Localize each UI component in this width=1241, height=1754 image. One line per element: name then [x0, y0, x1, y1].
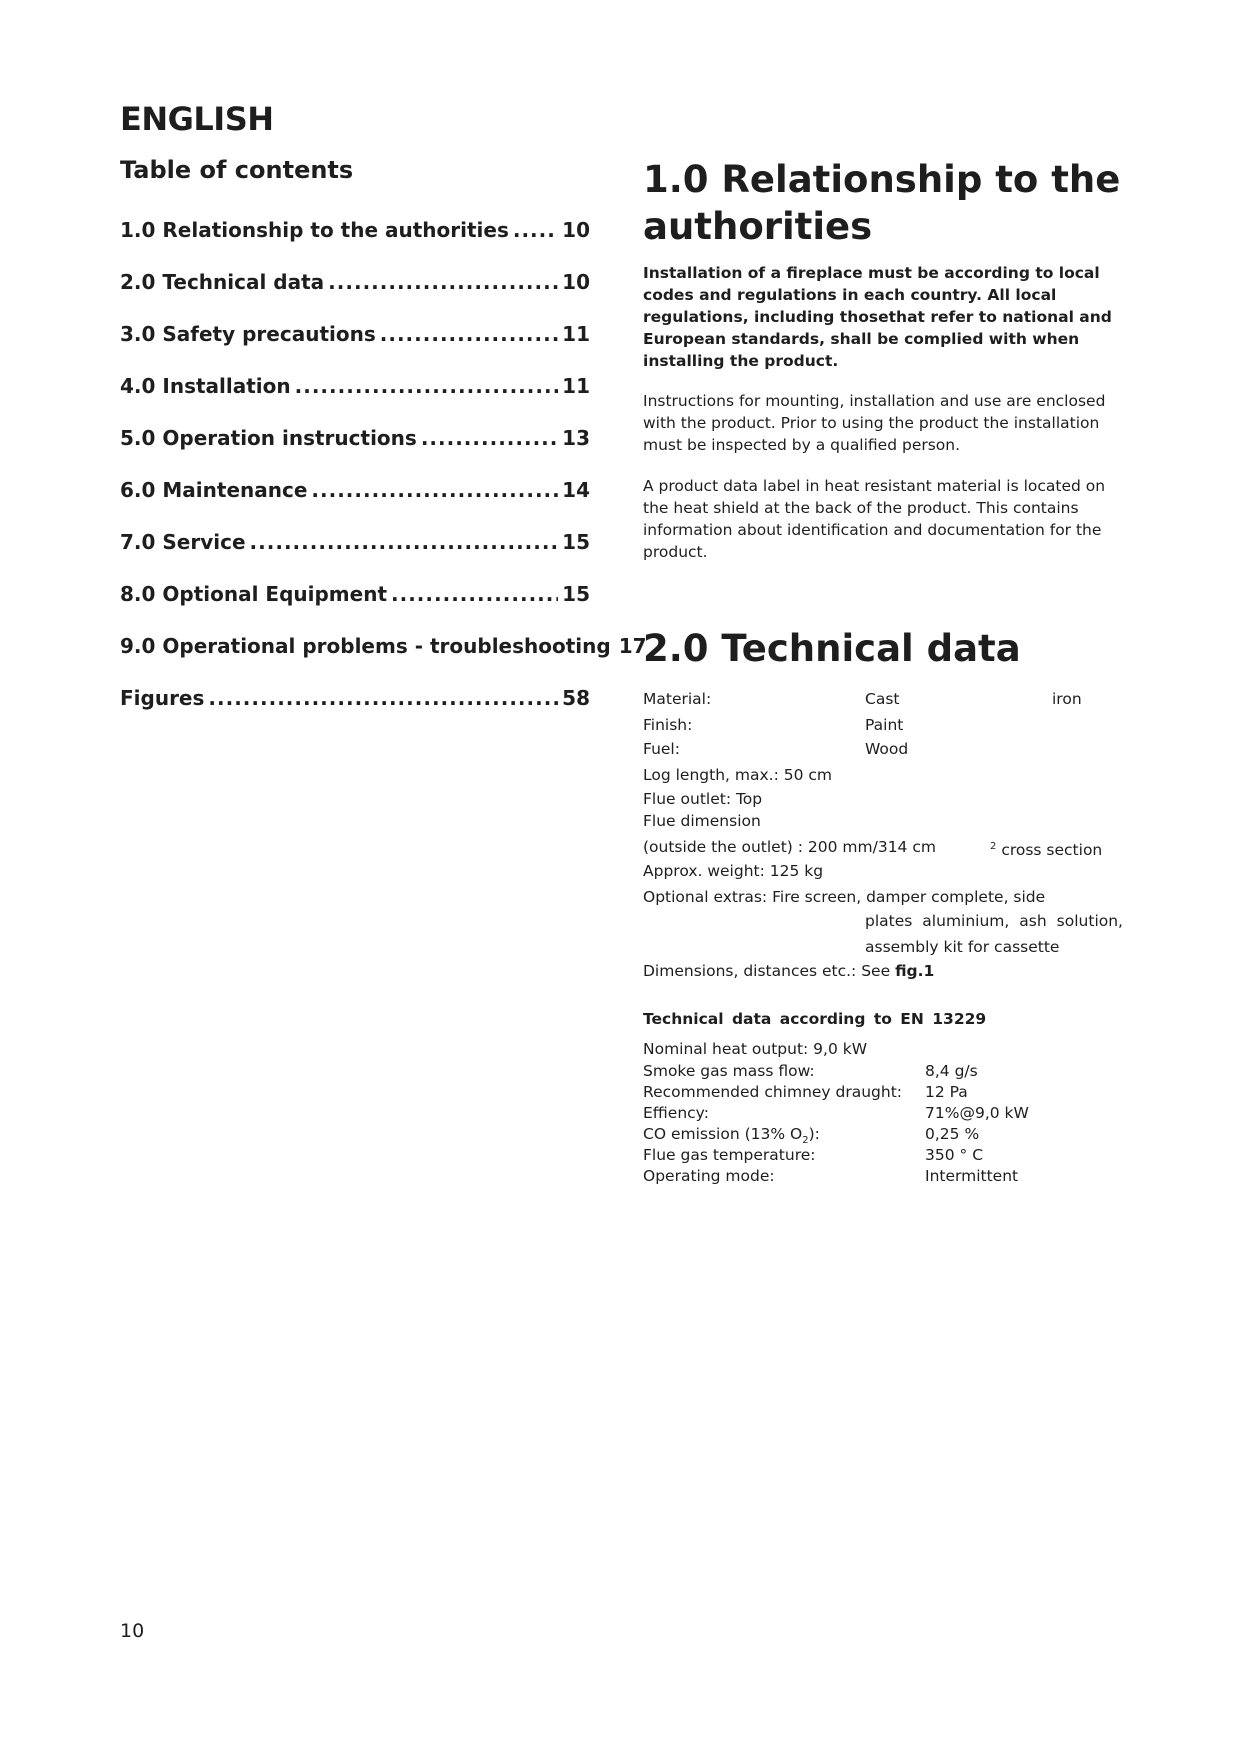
toc-entry-label: 7.0 Service: [120, 530, 246, 554]
section-1-paragraph: A product data label in heat resistant material is located on the heat shield at the back of the product. This contains information about identification and documentation for the product.: [643, 477, 1106, 561]
toc-leader-dots: [250, 530, 559, 554]
tech-row-value: 8,4 g/s: [925, 1062, 978, 1080]
toc-entry-page: 10: [562, 270, 590, 294]
toc-entry-page: 14: [562, 478, 590, 502]
toc-entry-label: 8.0 Optional Equipment: [120, 582, 388, 606]
section-2-title: 2.0 Technical data: [643, 627, 1021, 670]
language-heading: ENGLISH: [120, 100, 274, 138]
spec-value: iron: [1052, 690, 1082, 708]
spec-row-fuel: [643, 738, 680, 760]
spec-value: Cast: [865, 690, 900, 708]
toc-entry-label: Figures: [120, 686, 205, 710]
spec-cross-section: [990, 836, 1102, 861]
tech-row-label: Flue gas temperature:: [643, 1146, 816, 1164]
toc-entry-label: 5.0 Operation instructions: [120, 426, 417, 450]
toc-entry-label: 4.0 Installation: [120, 374, 291, 398]
tech-row-label: Operating mode:: [643, 1167, 775, 1185]
toc-entry[interactable]: [120, 426, 590, 478]
toc-entry[interactable]: [120, 270, 590, 322]
spec-row-material: [643, 688, 711, 710]
toc-entry[interactable]: [120, 530, 590, 582]
toc-entry[interactable]: [120, 634, 647, 686]
spec-row-dimensions: [643, 960, 934, 982]
spec-row-finish: [643, 714, 692, 736]
spec-row-optional-extras: [643, 886, 1045, 908]
subscript: 2: [802, 1135, 809, 1147]
spec-label: Dimensions, distances etc.: See: [643, 962, 891, 980]
toc-entry[interactable]: [120, 686, 590, 738]
toc-leader-dots: [295, 374, 559, 398]
spec-value: Fire screen, damper complete, side: [772, 888, 1046, 906]
toc-entry[interactable]: [120, 582, 590, 634]
figure-reference[interactable]: fig.1: [895, 962, 935, 980]
superscript: 2: [990, 841, 997, 852]
section-1-bold-paragraph: Installation of a fireplace must be according to local codes and regulations in each country. All local regulations, including thosethat refer to national and European standards, shall be complied with when installing the product.: [643, 264, 1112, 370]
spec-label: Finish:: [643, 716, 693, 734]
spec-row-flue-outlet: Flue outlet: Top: [643, 790, 763, 808]
toc-entry-label: 3.0 Safety precautions: [120, 322, 376, 346]
tech-row-label: Smoke gas mass flow:: [643, 1062, 815, 1080]
toc-leader-dots: [391, 582, 558, 606]
spec-value: Wood: [865, 740, 909, 758]
toc-entry-page: 15: [562, 582, 590, 606]
section-1-title: 1.0 Relationship to the authorities: [643, 158, 1121, 248]
toc-entry-page: 58: [562, 686, 590, 710]
toc-entry-label: 9.0 Operational problems - troubleshooting: [120, 634, 611, 658]
section-1-paragraph: Instructions for mounting, installation and use are enclosed with the product. Prior to using the product the installation must be inspected by a qualified person.: [643, 392, 1106, 454]
toc-entry-page: 17: [618, 634, 647, 658]
spec-label: Material:: [643, 690, 712, 708]
spec-label: Optional extras:: [643, 888, 768, 906]
page-number: 10: [120, 1620, 145, 1642]
spec-value: Paint: [865, 716, 904, 734]
toc-entry-label: 1.0 Relationship to the authorities: [120, 218, 509, 242]
tech-row-value: 12 Pa: [925, 1083, 968, 1101]
spec-row-flue-dimension: Flue dimension: [643, 812, 761, 830]
toc-leader-dots: [513, 218, 558, 242]
tech-row-value: Intermittent: [925, 1167, 1019, 1185]
tech-row-label-suffix: ):: [808, 1125, 820, 1143]
spec-row-log-length: Log length, max.: 50 cm: [643, 766, 832, 784]
technical-data-en-heading: Technical data according to EN 13229: [643, 1010, 987, 1028]
toc-leader-dots: [380, 322, 558, 346]
toc-leader-dots: [421, 426, 558, 450]
tech-row-label: Recommended chimney draught:: [643, 1083, 903, 1101]
toc-entry-label: 2.0 Technical data: [120, 270, 325, 294]
tech-row-value: 0,25 %: [925, 1125, 980, 1143]
toc-entry-page: 15: [562, 530, 590, 554]
toc-leader-dots: [328, 270, 558, 294]
toc-entry-label: 6.0 Maintenance: [120, 478, 308, 502]
toc-entry-page: 10: [562, 218, 590, 242]
tech-row-value: 350 ° C: [925, 1146, 984, 1164]
spec-row-outside-outlet: (outside the outlet) : 200 mm/314 cm: [643, 838, 936, 856]
tech-row-label: Effiency:: [643, 1104, 709, 1122]
tech-row-label: CO emission (13% O: [643, 1125, 803, 1143]
spec-value: plates aluminium, ash solution,: [865, 912, 1123, 930]
toc-heading: Table of contents: [120, 156, 354, 184]
spec-label: Fuel:: [643, 740, 680, 758]
toc-entry[interactable]: [120, 218, 590, 270]
toc-entry[interactable]: [120, 322, 590, 374]
toc-entry-page: 11: [562, 374, 590, 398]
spec-row-weight: Approx. weight: 125 kg: [643, 862, 824, 880]
toc-entry-page: 13: [562, 426, 590, 450]
tech-row-nominal: Nominal heat output: 9,0 kW: [643, 1040, 868, 1058]
spec-cross-section-text: cross section: [1001, 841, 1103, 860]
toc-leader-dots: [311, 478, 558, 502]
toc-leader-dots: [208, 686, 558, 710]
table-of-contents: [120, 218, 647, 738]
spec-value: assembly kit for cassette: [865, 938, 1060, 956]
tech-row-value: 71%@9,0 kW: [925, 1104, 1029, 1122]
toc-entry-page: 11: [562, 322, 590, 346]
toc-entry[interactable]: [120, 374, 590, 426]
toc-entry[interactable]: [120, 478, 590, 530]
